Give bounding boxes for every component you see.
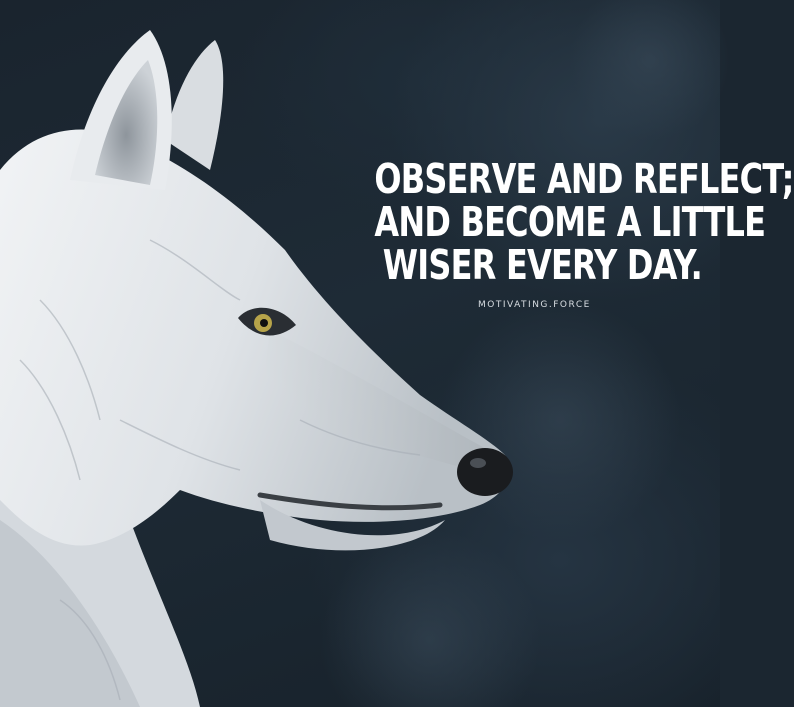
quote-line-2: AND BECOME A LITTLE [374,198,766,246]
wolf-nose [457,448,513,496]
bokeh-spot [570,0,730,140]
quote-line-3: WISER EVERY DAY. [382,241,702,289]
wolf-ear-back [165,40,223,170]
quote-text [282,155,794,289]
quote-line-1: OBSERVE AND REFLECT; [374,155,794,203]
wolf-nose-highlight [470,458,486,468]
wolf-pupil [260,319,268,327]
watermark: MOTIVATING.FORCE [478,300,591,310]
bokeh-spot [320,530,540,707]
